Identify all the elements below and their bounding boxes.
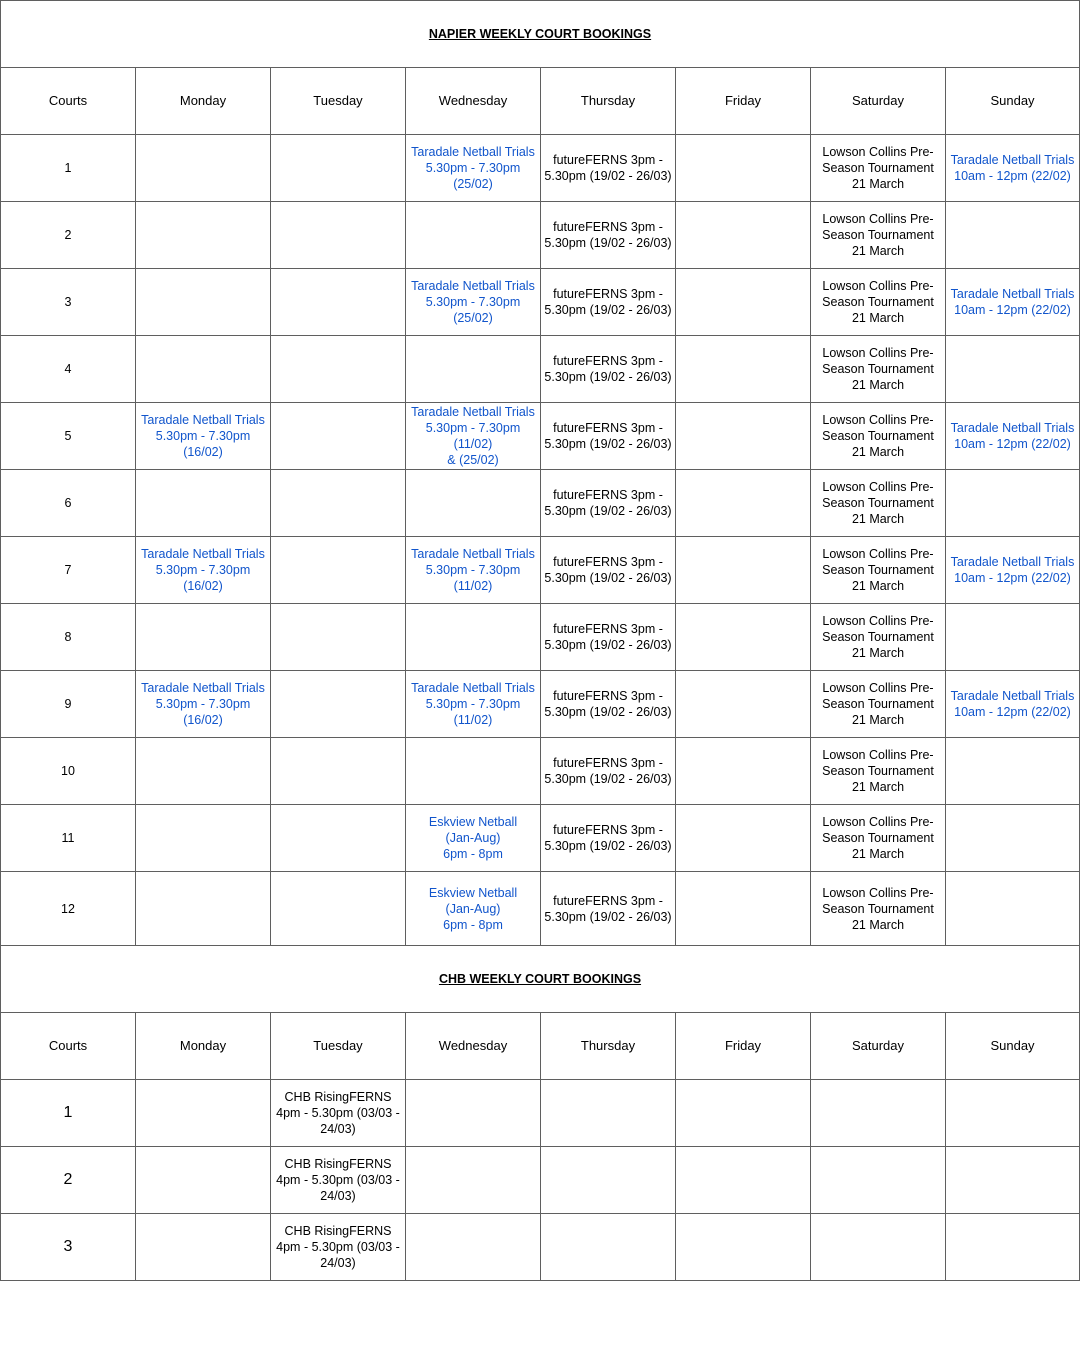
booking-cell-monday: Taradale Netball Trials 5.30pm - 7.30pm (16/02) bbox=[136, 671, 271, 738]
booking-cell-monday bbox=[136, 1147, 271, 1214]
napier-title: NAPIER WEEKLY COURT BOOKINGS bbox=[1, 1, 1080, 68]
booking-cell-friday bbox=[676, 1147, 811, 1214]
booking-cell-thursday: futureFERNS 3pm - 5.30pm (19/02 - 26/03) bbox=[541, 403, 676, 470]
booking-cell-saturday: Lowson Collins Pre- Season Tournament 21 March bbox=[811, 604, 946, 671]
booking-cell-sunday bbox=[946, 805, 1080, 872]
chb-title: CHB WEEKLY COURT BOOKINGS bbox=[1, 946, 1080, 1013]
header-monday: Monday bbox=[136, 1013, 271, 1080]
court-number: 9 bbox=[1, 671, 136, 738]
napier-section bbox=[1, 1, 1080, 946]
booking-cell-saturday: Lowson Collins Pre- Season Tournament 21 March bbox=[811, 403, 946, 470]
booking-cell-tuesday bbox=[271, 269, 406, 336]
court-number: 1 bbox=[1, 1080, 136, 1147]
booking-cell-wednesday: Taradale Netball Trials 5.30pm - 7.30pm (11/02) bbox=[406, 671, 541, 738]
header-sunday: Sunday bbox=[946, 1013, 1080, 1080]
table-row bbox=[1, 403, 1080, 470]
booking-cell-wednesday bbox=[406, 1147, 541, 1214]
booking-cell-wednesday bbox=[406, 1080, 541, 1147]
court-number: 6 bbox=[1, 470, 136, 537]
header-courts: Courts bbox=[1, 1013, 136, 1080]
booking-cell-monday bbox=[136, 269, 271, 336]
booking-cell-friday bbox=[676, 537, 811, 604]
booking-cell-sunday: Taradale Netball Trials 10am - 12pm (22/02) bbox=[946, 671, 1080, 738]
booking-cell-wednesday bbox=[406, 738, 541, 805]
booking-cell-thursday: futureFERNS 3pm - 5.30pm (19/02 - 26/03) bbox=[541, 135, 676, 202]
court-number: 12 bbox=[1, 872, 136, 946]
header-thursday: Thursday bbox=[541, 68, 676, 135]
booking-cell-saturday bbox=[811, 1147, 946, 1214]
table-row bbox=[1, 604, 1080, 671]
booking-cell-tuesday bbox=[271, 202, 406, 269]
booking-cell-tuesday bbox=[271, 470, 406, 537]
booking-cell-friday bbox=[676, 872, 811, 946]
booking-cell-wednesday: Eskview Netball (Jan-Aug) 6pm - 8pm bbox=[406, 805, 541, 872]
booking-cell-sunday bbox=[946, 872, 1080, 946]
booking-cell-friday bbox=[676, 202, 811, 269]
booking-cell-friday bbox=[676, 403, 811, 470]
court-number: 2 bbox=[1, 202, 136, 269]
booking-cell-thursday: futureFERNS 3pm - 5.30pm (19/02 - 26/03) bbox=[541, 269, 676, 336]
table-row bbox=[1, 1214, 1080, 1281]
booking-cell-friday bbox=[676, 805, 811, 872]
booking-cell-thursday: futureFERNS 3pm - 5.30pm (19/02 - 26/03) bbox=[541, 604, 676, 671]
booking-cell-thursday: futureFERNS 3pm - 5.30pm (19/02 - 26/03) bbox=[541, 738, 676, 805]
booking-cell-tuesday bbox=[271, 805, 406, 872]
booking-cell-monday bbox=[136, 202, 271, 269]
table-row bbox=[1, 202, 1080, 269]
booking-cell-wednesday bbox=[406, 604, 541, 671]
booking-cell-wednesday bbox=[406, 470, 541, 537]
booking-cell-tuesday bbox=[271, 336, 406, 403]
booking-cell-monday bbox=[136, 872, 271, 946]
booking-cell-monday bbox=[136, 604, 271, 671]
booking-cell-saturday: Lowson Collins Pre- Season Tournament 21 March bbox=[811, 269, 946, 336]
booking-cell-sunday bbox=[946, 336, 1080, 403]
booking-cell-monday bbox=[136, 470, 271, 537]
booking-cell-saturday: Lowson Collins Pre- Season Tournament 21 March bbox=[811, 671, 946, 738]
booking-cell-friday bbox=[676, 269, 811, 336]
header-monday: Monday bbox=[136, 68, 271, 135]
booking-cell-saturday bbox=[811, 1214, 946, 1281]
header-tuesday: Tuesday bbox=[271, 68, 406, 135]
booking-cell-sunday bbox=[946, 1080, 1080, 1147]
header-saturday: Saturday bbox=[811, 1013, 946, 1080]
booking-cell-tuesday bbox=[271, 671, 406, 738]
booking-cell-monday: Taradale Netball Trials 5.30pm - 7.30pm (16/02) bbox=[136, 403, 271, 470]
booking-cell-sunday bbox=[946, 1147, 1080, 1214]
booking-cell-sunday: Taradale Netball Trials 10am - 12pm (22/02) bbox=[946, 537, 1080, 604]
booking-cell-thursday: futureFERNS 3pm - 5.30pm (19/02 - 26/03) bbox=[541, 202, 676, 269]
booking-cell-friday bbox=[676, 604, 811, 671]
table-row bbox=[1, 537, 1080, 604]
table-row bbox=[1, 269, 1080, 336]
booking-cell-monday bbox=[136, 738, 271, 805]
booking-cell-sunday bbox=[946, 738, 1080, 805]
booking-cell-tuesday bbox=[271, 403, 406, 470]
table-row bbox=[1, 1080, 1080, 1147]
chb-section bbox=[1, 946, 1080, 1281]
booking-cell-friday bbox=[676, 1214, 811, 1281]
booking-cell-sunday bbox=[946, 604, 1080, 671]
booking-cell-sunday bbox=[946, 202, 1080, 269]
header-saturday: Saturday bbox=[811, 68, 946, 135]
table-row bbox=[1, 805, 1080, 872]
header-sunday: Sunday bbox=[946, 68, 1080, 135]
booking-cell-wednesday: Taradale Netball Trials 5.30pm - 7.30pm (11/02) bbox=[406, 537, 541, 604]
booking-cell-friday bbox=[676, 470, 811, 537]
court-number: 11 bbox=[1, 805, 136, 872]
booking-cell-saturday bbox=[811, 1080, 946, 1147]
booking-cell-saturday: Lowson Collins Pre- Season Tournament 21 March bbox=[811, 135, 946, 202]
booking-cell-saturday: Lowson Collins Pre- Season Tournament 21 March bbox=[811, 872, 946, 946]
court-number: 10 bbox=[1, 738, 136, 805]
booking-cell-wednesday: Taradale Netball Trials 5.30pm - 7.30pm (25/02) bbox=[406, 269, 541, 336]
court-number: 1 bbox=[1, 135, 136, 202]
table-row bbox=[1, 336, 1080, 403]
booking-cell-saturday: Lowson Collins Pre- Season Tournament 21 March bbox=[811, 470, 946, 537]
court-number: 3 bbox=[1, 1214, 136, 1281]
header-wednesday: Wednesday bbox=[406, 1013, 541, 1080]
booking-cell-thursday bbox=[541, 1147, 676, 1214]
booking-cell-sunday: Taradale Netball Trials 10am - 12pm (22/02) bbox=[946, 269, 1080, 336]
booking-cell-thursday bbox=[541, 1214, 676, 1281]
booking-cell-wednesday: Eskview Netball (Jan-Aug) 6pm - 8pm bbox=[406, 872, 541, 946]
header-tuesday: Tuesday bbox=[271, 1013, 406, 1080]
booking-cell-saturday: Lowson Collins Pre- Season Tournament 21 March bbox=[811, 805, 946, 872]
booking-cell-friday bbox=[676, 1080, 811, 1147]
booking-cell-wednesday: Taradale Netball Trials 5.30pm - 7.30pm (25/02) bbox=[406, 135, 541, 202]
header-thursday: Thursday bbox=[541, 1013, 676, 1080]
court-number: 3 bbox=[1, 269, 136, 336]
booking-cell-tuesday: CHB RisingFERNS 4pm - 5.30pm (03/03 - 24/03) bbox=[271, 1147, 406, 1214]
booking-cell-friday bbox=[676, 671, 811, 738]
booking-cell-saturday: Lowson Collins Pre- Season Tournament 21 March bbox=[811, 202, 946, 269]
booking-cell-thursday: futureFERNS 3pm - 5.30pm (19/02 - 26/03) bbox=[541, 805, 676, 872]
booking-cell-friday bbox=[676, 135, 811, 202]
booking-cell-wednesday bbox=[406, 336, 541, 403]
booking-cell-monday: Taradale Netball Trials 5.30pm - 7.30pm (16/02) bbox=[136, 537, 271, 604]
booking-cell-monday bbox=[136, 805, 271, 872]
court-number: 8 bbox=[1, 604, 136, 671]
court-number: 4 bbox=[1, 336, 136, 403]
booking-cell-thursday: futureFERNS 3pm - 5.30pm (19/02 - 26/03) bbox=[541, 872, 676, 946]
header-friday: Friday bbox=[676, 68, 811, 135]
booking-cell-saturday: Lowson Collins Pre- Season Tournament 21 March bbox=[811, 336, 946, 403]
table-row bbox=[1, 470, 1080, 537]
booking-cell-monday bbox=[136, 1214, 271, 1281]
court-number: 5 bbox=[1, 403, 136, 470]
booking-cell-tuesday bbox=[271, 135, 406, 202]
court-number: 2 bbox=[1, 1147, 136, 1214]
booking-cell-wednesday bbox=[406, 1214, 541, 1281]
header-friday: Friday bbox=[676, 1013, 811, 1080]
booking-cell-thursday: futureFERNS 3pm - 5.30pm (19/02 - 26/03) bbox=[541, 336, 676, 403]
header-courts: Courts bbox=[1, 68, 136, 135]
booking-cell-sunday bbox=[946, 470, 1080, 537]
booking-cell-monday bbox=[136, 336, 271, 403]
chb-header-row bbox=[1, 1013, 1080, 1080]
booking-cell-thursday: futureFERNS 3pm - 5.30pm (19/02 - 26/03) bbox=[541, 671, 676, 738]
booking-cell-thursday: futureFERNS 3pm - 5.30pm (19/02 - 26/03) bbox=[541, 470, 676, 537]
booking-cell-sunday: Taradale Netball Trials 10am - 12pm (22/02) bbox=[946, 403, 1080, 470]
booking-cell-friday bbox=[676, 738, 811, 805]
booking-cell-sunday: Taradale Netball Trials 10am - 12pm (22/02) bbox=[946, 135, 1080, 202]
table-row bbox=[1, 135, 1080, 202]
table-row bbox=[1, 738, 1080, 805]
booking-cell-tuesday: CHB RisingFERNS 4pm - 5.30pm (03/03 - 24/03) bbox=[271, 1214, 406, 1281]
booking-cell-tuesday bbox=[271, 872, 406, 946]
booking-cell-wednesday bbox=[406, 202, 541, 269]
booking-cell-tuesday bbox=[271, 604, 406, 671]
booking-cell-tuesday bbox=[271, 537, 406, 604]
booking-cell-tuesday bbox=[271, 738, 406, 805]
napier-header-row bbox=[1, 68, 1080, 135]
booking-cell-monday bbox=[136, 1080, 271, 1147]
header-wednesday: Wednesday bbox=[406, 68, 541, 135]
table-row bbox=[1, 872, 1080, 946]
booking-cell-sunday bbox=[946, 1214, 1080, 1281]
booking-cell-monday bbox=[136, 135, 271, 202]
table-row bbox=[1, 1147, 1080, 1214]
court-number: 7 bbox=[1, 537, 136, 604]
booking-cell-tuesday: CHB RisingFERNS 4pm - 5.30pm (03/03 - 24/03) bbox=[271, 1080, 406, 1147]
booking-cell-friday bbox=[676, 336, 811, 403]
booking-cell-wednesday: Taradale Netball Trials 5.30pm - 7.30pm (11/02) & (25/02) bbox=[406, 403, 541, 470]
booking-cell-saturday: Lowson Collins Pre- Season Tournament 21 March bbox=[811, 537, 946, 604]
booking-cell-saturday: Lowson Collins Pre- Season Tournament 21 March bbox=[811, 738, 946, 805]
booking-cell-thursday: futureFERNS 3pm - 5.30pm (19/02 - 26/03) bbox=[541, 537, 676, 604]
booking-cell-thursday bbox=[541, 1080, 676, 1147]
table-row bbox=[1, 671, 1080, 738]
